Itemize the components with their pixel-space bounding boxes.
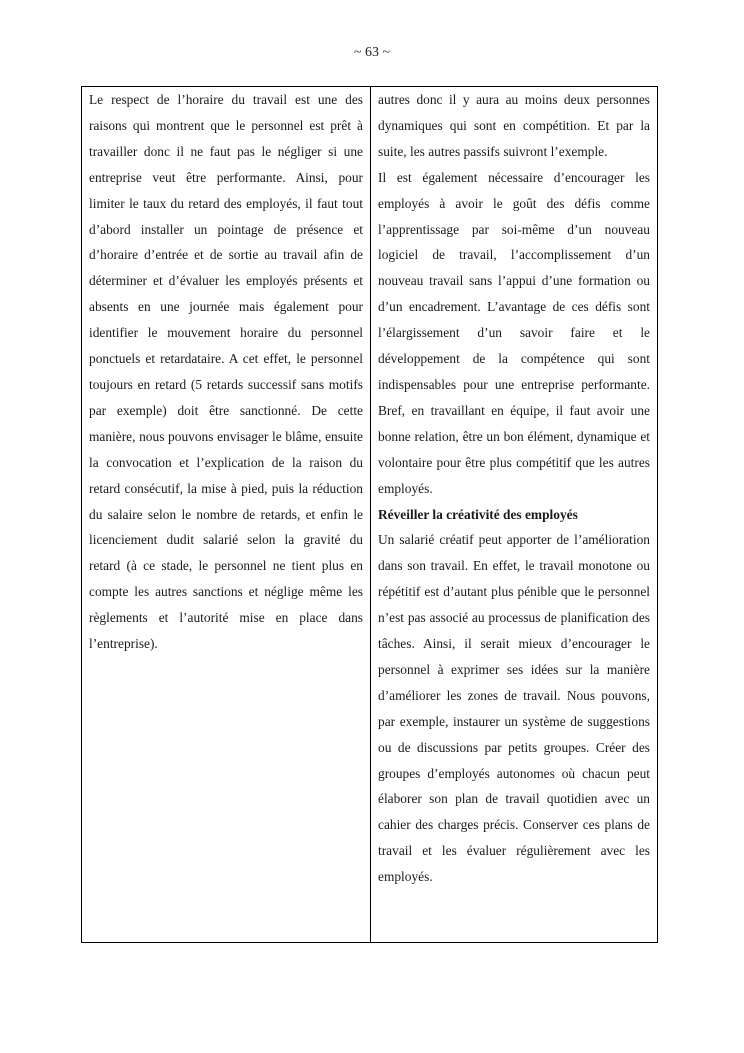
page-number: ~ 63 ~ — [353, 45, 391, 60]
right-column — [371, 87, 657, 942]
left-column — [82, 87, 371, 942]
section-heading: Réveiller la créativité des employés — [378, 506, 578, 522]
right-paragraph-1: autres donc il y aura au moins deux personnes dynamiques qui sont en compétition. Et par la suite, les autres passifs suivront l’exemple. — [378, 92, 650, 159]
left-paragraph-1: Le respect de l’horaire du travail est une des raisons qui montrent que le personnel est prêt à travailler donc il ne faut pas le négliger si une entreprise veut être performante. Ainsi, pour limiter le taux du retard des employés, il faut tout d’abord installer un pointage de présence et d’horaire d’entrée et de sortie au travail afin de déterminer et d’évaluer les employés présents et absents en une journée mais également pour identifier le mouvement horaire du personnel ponctuels et retardataire. A cet effet, le personnel toujours en retard (5 retards successif sans motifs par exemple) doit être sanctionné. De cette manière, nous pouvons envisager le blâme, ensuite la convocation et l’explication de la raison du retard consécutif, la mise à pied, puis la réduction du salaire selon le nombre de retards, et enfin le licenciement dudit salarié selon la gravité du retard (à ce stade, le personnel ne tient plus en compte les autres sanctions et néglige même les règlements et l’autorité mise en place dans l’entreprise). — [89, 92, 363, 652]
two-column-text-table — [81, 86, 658, 943]
right-paragraph-2: Il est également nécessaire d’encourager les employés à avoir le goût des défis comme l’apprentissage par soi-même d’un nouveau logiciel de travail, l’accomplissement d’un nouveau travail sans l’appui d’une formation ou d’un encadrement. L’avantage de ces défis sont l’élargissement d’un savoir faire et le développement de la compétence qui sont indispensables pour une entreprise performante. Bref, en travaillant en équipe, il faut avoir une bonne relation, être un bon élément, dynamique et volontaire pour être plus compétitif que les autres employés. — [378, 169, 650, 496]
right-paragraph-3: Un salarié créatif peut apporter de l’amélioration dans son travail. En effet, le travail monotone ou répétitif est d’autant plus pénible que le personnel n’est pas associé au processus de planification des tâches. Ainsi, il serait mieux d’encourager le personnel à exprimer ses idées sur la manière d’améliorer les zones de travail. Nous pouvons, par exemple, instaurer un système de suggestions ou de discussions par petits groupes. Créer des groupes d’employés autonomes où chacun peut élaborer son plan de travail quotidien avec un cahier des charges précis. Conserver ces plans de travail et les évaluer régulièrement avec les employés. — [378, 532, 650, 885]
